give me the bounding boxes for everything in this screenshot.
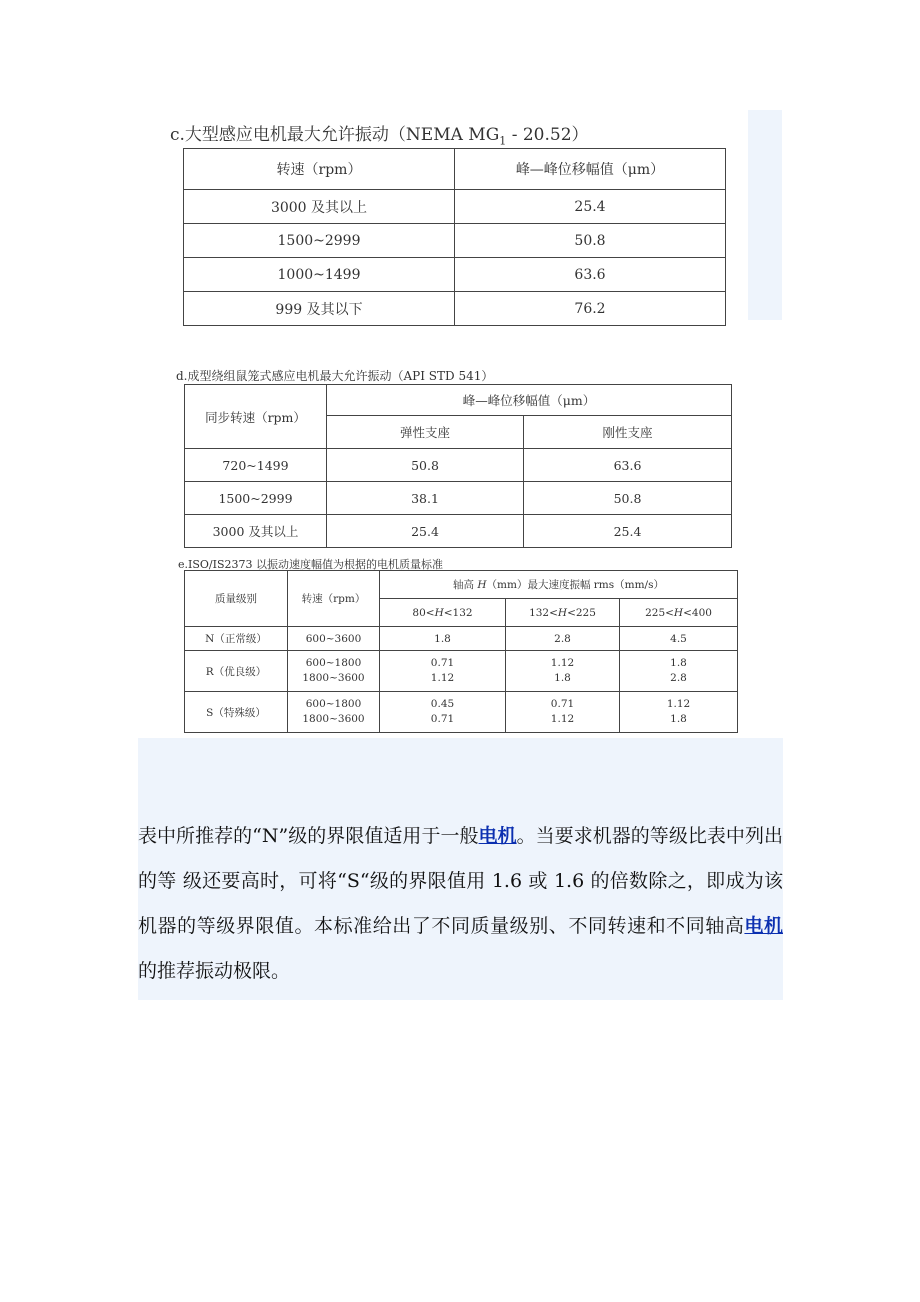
header-cell: 转速（rpm） [288,571,380,627]
side-panel [748,110,782,320]
table-cell: R（优良级） [185,651,288,692]
table-row [184,292,726,326]
table-cell: 1000~1499 [184,258,455,292]
table-cell: 25.4 [455,190,726,224]
table-cell: 600~1800 1800~3600 [288,651,380,692]
table-d [184,384,732,548]
table-row [185,692,738,733]
table-c-caption: c.大型感应电机最大允许振动（NEMA $MG_1 - 20.52$） [170,125,589,148]
header-cell: 转速（rpm） [184,149,455,190]
table-header-row [185,385,732,416]
table-c [183,148,726,326]
header-cell: 峰—峰位移幅值（μm） [455,149,726,190]
table-cell: 0.45 0.71 [380,692,506,733]
table-e-caption: e.ISO/IS2373 以振动速度幅值为根据的电机质量标准 [178,558,443,571]
table-cell: 4.5 [620,627,738,651]
motor-link[interactable]: 电机 [478,825,517,847]
header-cell: 弹性支座 [327,416,524,449]
header-cell: 132<H<225 [506,599,620,627]
table-cell: 1.12 1.8 [620,692,738,733]
table-cell: 50.8 [455,224,726,258]
table-cell: 3000 及其以上 [184,190,455,224]
body-paragraph: 表中所推荐的“N”级的界限值适用于一般电机。当要求机器的等级比表中列出的等 级还要高时，可将“S“级的界限值用 1.6 或 1.6 的倍数除之，即成为该机器的等级界限值。本标准给出了不同质量级别、不同转速和不同轴高电机的推荐振动极限。 [138,825,783,982]
table-cell: 3000 及其以上 [185,515,327,548]
motor-link[interactable]: 电机 [744,915,783,937]
table-cell: 999 及其以下 [184,292,455,326]
table-cell: 1.12 1.8 [506,651,620,692]
header-cell: 同步转速（rpm） [185,385,327,449]
table-row [184,190,726,224]
table-row [185,482,732,515]
table-cell: 1.8 [380,627,506,651]
table-cell: 1500~2999 [185,482,327,515]
table-row [185,627,738,651]
header-cell: 80<H<132 [380,599,506,627]
table-row [185,651,738,692]
header-cell: 轴高 H（mm）最大速度振幅 rms（mm/s） [380,571,738,599]
header-cell: 峰—峰位移幅值（μm） [327,385,732,416]
table-cell: 38.1 [327,482,524,515]
table-row [184,258,726,292]
text-panel [138,738,783,1000]
header-cell: 225<H<400 [620,599,738,627]
table-cell: N（正常级） [185,627,288,651]
header-cell: 刚性支座 [524,416,732,449]
table-header-row [184,149,726,190]
table-cell: 50.8 [327,449,524,482]
table-row [184,224,726,258]
table-cell: 1500~2999 [184,224,455,258]
table-cell: 2.8 [506,627,620,651]
header-cell: 质量级别 [185,571,288,627]
table-cell: 76.2 [455,292,726,326]
table-cell: 0.71 1.12 [506,692,620,733]
table-cell: 63.6 [455,258,726,292]
table-cell: 63.6 [524,449,732,482]
table-cell: 600~1800 1800~3600 [288,692,380,733]
table-row [185,515,732,548]
table-cell: 25.4 [327,515,524,548]
table-cell: 720~1499 [185,449,327,482]
table-cell: 600~3600 [288,627,380,651]
table-cell: 1.8 2.8 [620,651,738,692]
table-cell: 25.4 [524,515,732,548]
table-d-caption: d.成型绕组鼠笼式感应电机最大允许振动（API STD 541） [176,369,494,383]
table-e [184,570,738,733]
table-row [185,449,732,482]
table-cell: S（特殊级） [185,692,288,733]
table-header-row [185,571,738,599]
table-cell: 50.8 [524,482,732,515]
table-cell: 0.71 1.12 [380,651,506,692]
